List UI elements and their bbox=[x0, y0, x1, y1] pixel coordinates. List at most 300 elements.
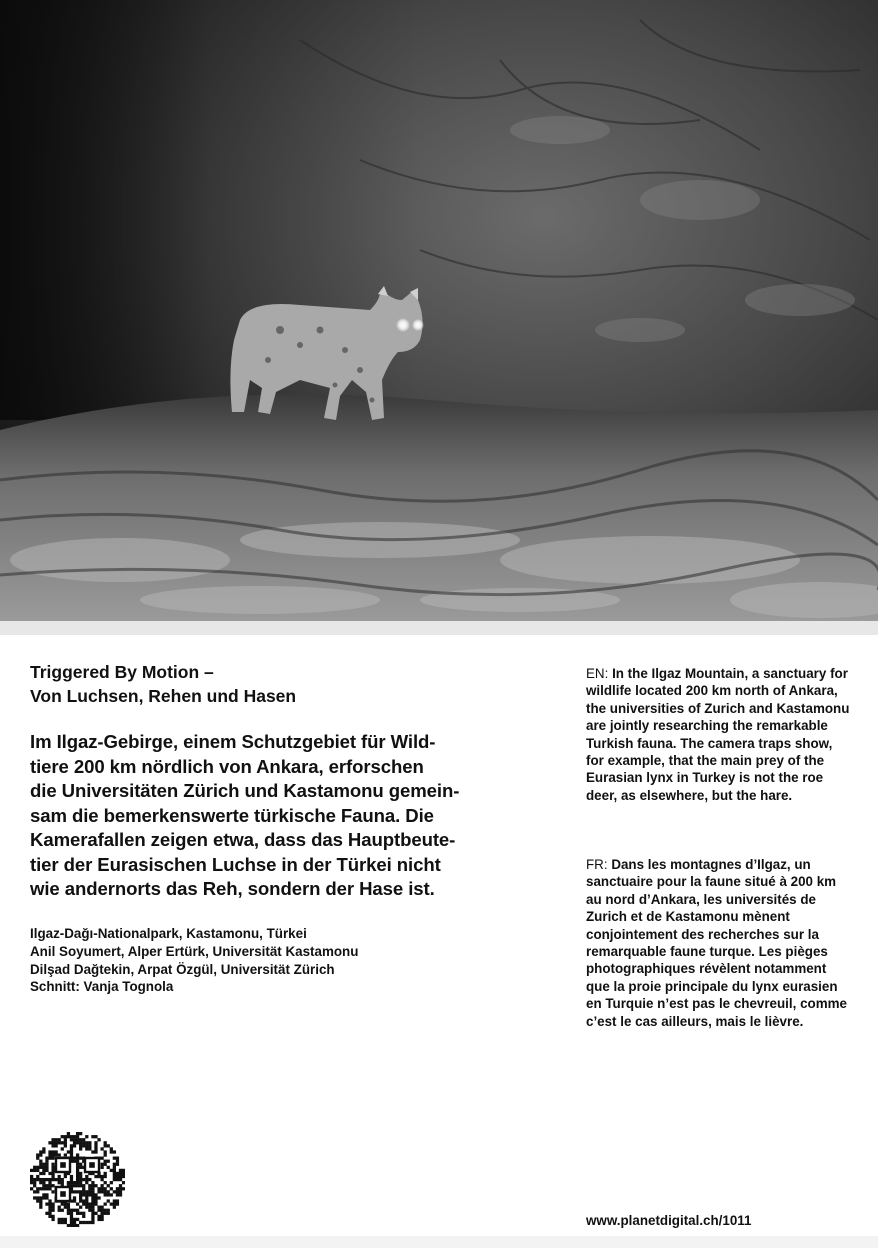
qr-module bbox=[79, 1175, 82, 1178]
qr-module bbox=[116, 1202, 119, 1205]
qr-module bbox=[67, 1209, 70, 1212]
qr-module bbox=[91, 1218, 94, 1221]
qr-module bbox=[110, 1147, 113, 1150]
qr-module bbox=[104, 1150, 107, 1153]
qr-module bbox=[45, 1212, 48, 1215]
qr-module bbox=[91, 1221, 94, 1224]
qr-module bbox=[45, 1178, 48, 1181]
qr-module bbox=[42, 1181, 45, 1184]
qr-module bbox=[73, 1224, 76, 1227]
qr-module bbox=[104, 1153, 107, 1156]
qr-module bbox=[97, 1209, 100, 1212]
qr-module bbox=[70, 1150, 73, 1153]
qr-module bbox=[51, 1150, 54, 1153]
qr-module bbox=[116, 1172, 119, 1175]
qr-module bbox=[85, 1196, 88, 1199]
qr-module bbox=[64, 1153, 67, 1156]
qr-module bbox=[70, 1218, 73, 1221]
title-line-2: Von Luchsen, Rehen und Hasen bbox=[30, 686, 297, 706]
qr-module bbox=[73, 1218, 76, 1221]
qr-module bbox=[55, 1150, 58, 1153]
lead-line: tier der Eurasischen Luchse in der Türkei nicht bbox=[30, 853, 441, 875]
qr-module bbox=[70, 1147, 73, 1150]
qr-module bbox=[76, 1224, 79, 1227]
qr-module bbox=[104, 1202, 107, 1205]
qr-module bbox=[91, 1150, 94, 1153]
qr-module bbox=[36, 1190, 39, 1193]
qr-module bbox=[85, 1206, 88, 1209]
qr-module bbox=[36, 1187, 39, 1190]
qr-module bbox=[85, 1135, 88, 1138]
qr-module bbox=[51, 1202, 54, 1205]
qr-module bbox=[58, 1221, 61, 1224]
french-text: Dans les montagnes d’Ilgaz, un sanctuaire pour la faune situé à 200 km au nord d’Ankara, les universités de Zurich et de Kastamonu mènent conjointement des recherches sur la remarquable faune turque. Les pièges photographiques révèlent notamment que la proie principale du lynx eurasien en Turquie n’est pas le chevreuil, comme c’est le cas ailleurs, mais le lièvre. bbox=[586, 857, 847, 1029]
qr-module bbox=[36, 1196, 39, 1199]
qr-module bbox=[91, 1206, 94, 1209]
qr-module bbox=[116, 1163, 119, 1166]
qr-module bbox=[73, 1135, 76, 1138]
qr-module bbox=[116, 1199, 119, 1202]
qr-module bbox=[48, 1202, 51, 1205]
qr-module bbox=[64, 1221, 67, 1224]
qr-module bbox=[55, 1144, 58, 1147]
qr-module bbox=[97, 1206, 100, 1209]
qr-module bbox=[94, 1147, 97, 1150]
qr-module bbox=[76, 1166, 79, 1169]
qr-module bbox=[39, 1153, 42, 1156]
qr-module bbox=[82, 1199, 85, 1202]
qr-module bbox=[91, 1187, 94, 1190]
qr-module bbox=[100, 1206, 103, 1209]
qr-module bbox=[104, 1141, 107, 1144]
qr-module bbox=[42, 1178, 45, 1181]
qr-module bbox=[51, 1209, 54, 1212]
qr-module bbox=[36, 1166, 39, 1169]
qr-module bbox=[113, 1202, 116, 1205]
qr-module bbox=[100, 1215, 103, 1218]
qr-module bbox=[107, 1199, 110, 1202]
qr-module bbox=[39, 1150, 42, 1153]
qr-module bbox=[82, 1212, 85, 1215]
qr-module bbox=[58, 1153, 61, 1156]
qr-module bbox=[91, 1181, 94, 1184]
qr-module bbox=[73, 1196, 76, 1199]
qr-module bbox=[88, 1190, 91, 1193]
qr-module bbox=[61, 1141, 64, 1144]
french-summary bbox=[586, 856, 850, 1030]
qr-module bbox=[73, 1184, 76, 1187]
qr-module bbox=[64, 1144, 67, 1147]
qr-module bbox=[119, 1175, 122, 1178]
qr-module bbox=[94, 1212, 97, 1215]
qr-module bbox=[45, 1202, 48, 1205]
qr-module bbox=[113, 1169, 116, 1172]
qr-module bbox=[119, 1190, 122, 1193]
qr-module bbox=[48, 1215, 51, 1218]
qr-module bbox=[107, 1160, 110, 1163]
qr-module bbox=[91, 1212, 94, 1215]
qr-module bbox=[42, 1166, 45, 1169]
qr-module bbox=[61, 1221, 64, 1224]
qr-module bbox=[55, 1138, 58, 1141]
qr-module bbox=[107, 1166, 110, 1169]
qr-module bbox=[70, 1209, 73, 1212]
qr-module bbox=[48, 1206, 51, 1209]
qr-module bbox=[113, 1199, 116, 1202]
qr-module bbox=[73, 1190, 76, 1193]
qr-module bbox=[82, 1144, 85, 1147]
qr-module bbox=[45, 1187, 48, 1190]
photo-divider bbox=[0, 621, 878, 635]
qr-module bbox=[39, 1163, 42, 1166]
qr-module bbox=[45, 1160, 48, 1163]
qr-module bbox=[116, 1175, 119, 1178]
qr-module bbox=[79, 1178, 82, 1181]
qr-module bbox=[122, 1181, 125, 1184]
title-block bbox=[30, 660, 530, 708]
qr-module bbox=[67, 1202, 70, 1205]
qr-module bbox=[42, 1196, 45, 1199]
qr-module bbox=[76, 1135, 79, 1138]
qr-module bbox=[76, 1209, 79, 1212]
qr-module bbox=[94, 1141, 97, 1144]
qr-module bbox=[79, 1163, 82, 1166]
qr-module bbox=[51, 1175, 54, 1178]
qr-module bbox=[119, 1184, 122, 1187]
qr-module bbox=[79, 1141, 82, 1144]
qr-module bbox=[76, 1212, 79, 1215]
qr-module bbox=[42, 1169, 45, 1172]
qr-module bbox=[104, 1187, 107, 1190]
qr-module bbox=[107, 1193, 110, 1196]
qr-module bbox=[110, 1169, 113, 1172]
qr-module bbox=[100, 1218, 103, 1221]
qr-module bbox=[73, 1209, 76, 1212]
qr-module bbox=[85, 1178, 88, 1181]
qr-module bbox=[51, 1169, 54, 1172]
qr-module bbox=[33, 1190, 36, 1193]
qr-module bbox=[107, 1212, 110, 1215]
qr-module bbox=[61, 1218, 64, 1221]
qr-module bbox=[104, 1144, 107, 1147]
qr-module bbox=[51, 1215, 54, 1218]
qr-module bbox=[104, 1181, 107, 1184]
qr-module bbox=[110, 1187, 113, 1190]
qr-module bbox=[76, 1178, 79, 1181]
credit-editing: Schnitt: Vanja Tognola bbox=[30, 979, 174, 995]
qr-module bbox=[94, 1196, 97, 1199]
qr-module bbox=[88, 1141, 91, 1144]
qr-module bbox=[76, 1138, 79, 1141]
qr-module bbox=[51, 1141, 54, 1144]
qr-module bbox=[79, 1196, 82, 1199]
qr-module bbox=[85, 1175, 88, 1178]
qr-module bbox=[116, 1187, 119, 1190]
qr-module bbox=[36, 1157, 39, 1160]
qr-module bbox=[42, 1172, 45, 1175]
qr-module bbox=[79, 1144, 82, 1147]
lead-line: Kamerafallen zeigen etwa, dass das Hauptbeute- bbox=[30, 829, 456, 850]
qr-module bbox=[76, 1163, 79, 1166]
qr-module bbox=[94, 1199, 97, 1202]
qr-module bbox=[42, 1147, 45, 1150]
qr-module bbox=[73, 1199, 76, 1202]
qr-module bbox=[107, 1190, 110, 1193]
qr-module bbox=[88, 1209, 91, 1212]
qr-module bbox=[76, 1181, 79, 1184]
qr-module bbox=[39, 1202, 42, 1205]
qr-module bbox=[48, 1150, 51, 1153]
qr-module bbox=[119, 1193, 122, 1196]
qr-module bbox=[67, 1135, 70, 1138]
qr-module bbox=[51, 1153, 54, 1156]
qr-module bbox=[107, 1144, 110, 1147]
qr-module bbox=[88, 1187, 91, 1190]
qr-module bbox=[70, 1144, 73, 1147]
french-tag: FR: bbox=[586, 857, 608, 872]
qr-code-graphic bbox=[30, 1132, 125, 1227]
qr-module bbox=[94, 1184, 97, 1187]
qr-code-icon[interactable] bbox=[30, 1132, 125, 1227]
qr-module bbox=[100, 1209, 103, 1212]
qr-module bbox=[113, 1166, 116, 1169]
qr-module bbox=[104, 1190, 107, 1193]
qr-module bbox=[110, 1193, 113, 1196]
qr-module bbox=[79, 1157, 82, 1160]
qr-module bbox=[88, 1193, 91, 1196]
qr-module bbox=[45, 1163, 48, 1166]
qr-module bbox=[88, 1221, 91, 1224]
qr-module bbox=[85, 1202, 88, 1205]
credit-authors-zurich: Dilşad Dağtekin, Arpat Özgül, Universität Zürich bbox=[30, 961, 335, 977]
qr-module bbox=[51, 1172, 54, 1175]
qr-module bbox=[82, 1202, 85, 1205]
qr-module bbox=[76, 1153, 79, 1156]
qr-module bbox=[76, 1218, 79, 1221]
qr-module bbox=[82, 1190, 85, 1193]
qr-module bbox=[82, 1178, 85, 1181]
qr-module bbox=[51, 1144, 54, 1147]
qr-module bbox=[51, 1190, 54, 1193]
qr-module bbox=[73, 1160, 76, 1163]
qr-module bbox=[48, 1153, 51, 1156]
qr-module bbox=[45, 1169, 48, 1172]
qr-module bbox=[122, 1172, 125, 1175]
qr-module bbox=[91, 1135, 94, 1138]
qr-module bbox=[58, 1209, 61, 1212]
lead-line: wie andernorts das Reh, sondern der Hase ist. bbox=[30, 878, 435, 899]
qr-module bbox=[61, 1202, 64, 1205]
qr-module bbox=[91, 1196, 94, 1199]
qr-module bbox=[110, 1150, 113, 1153]
qr-module bbox=[100, 1212, 103, 1215]
qr-module bbox=[100, 1190, 103, 1193]
qr-module bbox=[79, 1221, 82, 1224]
qr-module bbox=[42, 1187, 45, 1190]
qr-module bbox=[107, 1184, 110, 1187]
qr-module bbox=[64, 1175, 67, 1178]
qr-module bbox=[70, 1135, 73, 1138]
qr-module bbox=[82, 1187, 85, 1190]
qr-module bbox=[85, 1181, 88, 1184]
qr-module bbox=[76, 1184, 79, 1187]
footer-band bbox=[0, 1236, 878, 1248]
qr-module bbox=[79, 1132, 82, 1135]
qr-module bbox=[110, 1181, 113, 1184]
qr-module bbox=[119, 1172, 122, 1175]
qr-module bbox=[51, 1157, 54, 1160]
qr-module bbox=[113, 1150, 116, 1153]
qr-module bbox=[97, 1196, 100, 1199]
qr-module bbox=[61, 1147, 64, 1150]
qr-module bbox=[48, 1157, 51, 1160]
qr-module bbox=[67, 1181, 70, 1184]
qr-finder-center bbox=[60, 1162, 66, 1168]
qr-module bbox=[48, 1178, 51, 1181]
qr-module bbox=[61, 1181, 64, 1184]
qr-module bbox=[85, 1147, 88, 1150]
lead-line: sam die bemerkenswerte türkische Fauna. Die bbox=[30, 804, 434, 826]
title-line-1: Triggered By Motion – bbox=[30, 662, 214, 682]
qr-module bbox=[76, 1160, 79, 1163]
qr-module bbox=[55, 1141, 58, 1144]
qr-module bbox=[91, 1202, 94, 1205]
qr-module bbox=[113, 1178, 116, 1181]
qr-module bbox=[73, 1141, 76, 1144]
qr-module bbox=[42, 1184, 45, 1187]
qr-module bbox=[88, 1202, 91, 1205]
qr-module bbox=[122, 1169, 125, 1172]
qr-module bbox=[30, 1175, 33, 1178]
qr-module bbox=[104, 1193, 107, 1196]
qr-module bbox=[79, 1138, 82, 1141]
qr-module bbox=[94, 1144, 97, 1147]
qr-module bbox=[36, 1199, 39, 1202]
qr-module bbox=[94, 1193, 97, 1196]
qr-module bbox=[94, 1202, 97, 1205]
qr-module bbox=[33, 1181, 36, 1184]
qr-module bbox=[39, 1166, 42, 1169]
qr-module bbox=[64, 1135, 67, 1138]
english-text: In the Ilgaz Mountain, a sanctuary for wildlife located 200 km north of Ankara, the universities of Zurich and Kastamonu are jointly researching the remarkable Turkish fauna. The camera traps show, for example, that the main prey of the Eurasian lynx in Turkey is not the roe deer, as elsewhere, but the hare. bbox=[586, 666, 850, 803]
qr-module bbox=[33, 1166, 36, 1169]
qr-module bbox=[107, 1209, 110, 1212]
qr-module bbox=[79, 1199, 82, 1202]
qr-module bbox=[70, 1215, 73, 1218]
qr-module bbox=[91, 1193, 94, 1196]
qr-module bbox=[88, 1178, 91, 1181]
qr-module bbox=[116, 1157, 119, 1160]
qr-module bbox=[91, 1199, 94, 1202]
qr-module bbox=[113, 1157, 116, 1160]
qr-module bbox=[100, 1175, 103, 1178]
qr-module bbox=[97, 1190, 100, 1193]
qr-module bbox=[113, 1190, 116, 1193]
qr-module bbox=[79, 1206, 82, 1209]
qr-module bbox=[73, 1221, 76, 1224]
qr-module bbox=[116, 1160, 119, 1163]
qr-module bbox=[36, 1178, 39, 1181]
qr-module bbox=[113, 1206, 116, 1209]
credit-location: Ilgaz-Dağı-Nationalpark, Kastamonu, Türkei bbox=[30, 926, 307, 941]
qr-module bbox=[51, 1138, 54, 1141]
lead-paragraph bbox=[30, 730, 530, 902]
qr-module bbox=[42, 1150, 45, 1153]
qr-module bbox=[88, 1147, 91, 1150]
qr-module bbox=[85, 1190, 88, 1193]
qr-module bbox=[94, 1135, 97, 1138]
qr-module bbox=[88, 1206, 91, 1209]
qr-module bbox=[104, 1163, 107, 1166]
qr-module bbox=[91, 1190, 94, 1193]
qr-module bbox=[97, 1218, 100, 1221]
qr-module bbox=[91, 1184, 94, 1187]
qr-module bbox=[39, 1181, 42, 1184]
qr-module bbox=[119, 1178, 122, 1181]
qr-module bbox=[51, 1206, 54, 1209]
qr-module bbox=[70, 1212, 73, 1215]
qr-module bbox=[76, 1175, 79, 1178]
english-summary bbox=[586, 665, 850, 804]
qr-module bbox=[76, 1172, 79, 1175]
qr-module bbox=[51, 1178, 54, 1181]
qr-module bbox=[67, 1150, 70, 1153]
qr-module bbox=[100, 1178, 103, 1181]
qr-module bbox=[70, 1178, 73, 1181]
qr-module bbox=[58, 1141, 61, 1144]
qr-module bbox=[61, 1178, 64, 1181]
qr-module bbox=[45, 1166, 48, 1169]
qr-module bbox=[82, 1141, 85, 1144]
qr-module bbox=[30, 1178, 33, 1181]
website-link[interactable]: www.planetdigital.ch/1011 bbox=[586, 1213, 752, 1228]
qr-module bbox=[33, 1184, 36, 1187]
qr-module bbox=[97, 1215, 100, 1218]
qr-module bbox=[45, 1157, 48, 1160]
qr-module bbox=[48, 1184, 51, 1187]
qr-module bbox=[67, 1224, 70, 1227]
qr-module bbox=[122, 1187, 125, 1190]
credit-authors-kastamonu: Anil Soyumert, Alper Ertürk, Universität Kastamonu bbox=[30, 943, 359, 959]
qr-module bbox=[30, 1181, 33, 1184]
qr-module bbox=[58, 1138, 61, 1141]
qr-module bbox=[39, 1178, 42, 1181]
qr-module bbox=[94, 1150, 97, 1153]
qr-module bbox=[73, 1144, 76, 1147]
qr-module bbox=[88, 1144, 91, 1147]
qr-module bbox=[104, 1212, 107, 1215]
qr-module bbox=[73, 1138, 76, 1141]
qr-module bbox=[100, 1187, 103, 1190]
qr-module bbox=[70, 1138, 73, 1141]
qr-module bbox=[79, 1212, 82, 1215]
qr-module bbox=[51, 1218, 54, 1221]
qr-module bbox=[45, 1193, 48, 1196]
credits-block bbox=[30, 925, 510, 996]
qr-module bbox=[94, 1175, 97, 1178]
qr-module bbox=[36, 1153, 39, 1156]
qr-module bbox=[97, 1187, 100, 1190]
qr-module bbox=[64, 1218, 67, 1221]
qr-module bbox=[100, 1163, 103, 1166]
qr-module bbox=[104, 1172, 107, 1175]
qr-module bbox=[73, 1157, 76, 1160]
qr-module bbox=[30, 1187, 33, 1190]
qr-module bbox=[58, 1181, 61, 1184]
qr-module bbox=[85, 1221, 88, 1224]
qr-module bbox=[76, 1157, 79, 1160]
qr-module bbox=[42, 1193, 45, 1196]
